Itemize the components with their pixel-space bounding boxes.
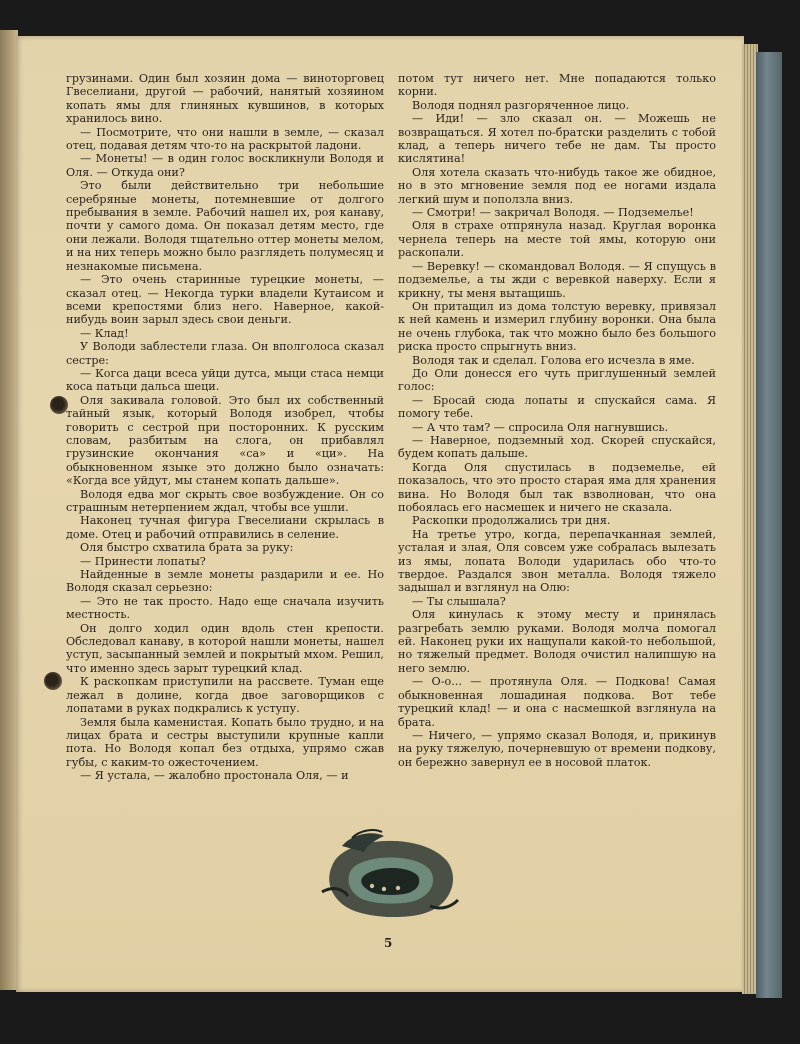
paragraph: На третье утро, когда, перепачканная землей, усталая и злая, Оля совсем уже собралась вылезать из ямы, лопата Володи ударилась обо что-то твердое. Раздался звон металла. Володя тяжело задышал и взглянул на Олю: xyxy=(398,527,716,595)
paragraph: — Посмотрите, что они нашли в земле, — сказал отец, подавая детям что-то на раскрытой ладони. xyxy=(66,125,384,153)
paragraph: — Когса даци всеса уйци дутса, мыци стаса немци коса патьци дальса шеци. xyxy=(66,366,384,394)
paragraph: потом тут ничего нет. Мне попадаются только корни. xyxy=(398,72,716,99)
paragraph: Оля закивала головой. Это был их собственный тайный язык, который Володя изобрел, чтобы говорить с сестрой при посторонних. К русским словам, разбитым на слога, он прибавлял грузинские окончания «са» и «ци». На обыкновенном языке это должно было означать: «Когда все уйдут, мы станем копать дальше». xyxy=(66,393,384,488)
paragraph: Он притащил из дома толстую веревку, привязал к ней камень и измерил глубину воронки. Она была не очень глубока, так что можно было без большого риска просто спрыгнуть вниз. xyxy=(398,299,716,354)
paragraph: — Наверное, подземный ход. Скорей спускайся, будем копать дальше. xyxy=(398,433,716,461)
paragraph: — Ты слышала? xyxy=(412,594,506,608)
paragraph: — Это очень старинные турецкие монеты, — сказал отец. — Некогда турки владели Кутаисом и всеми крепостями близ него. Наверное, какой-нибудь воин зарыл здесь свои деньги. xyxy=(66,273,384,327)
paragraph: Земля была каменистая. Копать было трудно, и на лицах брата и сестры выступили крупные капли пота. Но Володя копал без отдыха, упрямо сжав губы, с каким-то ожесточением. xyxy=(66,715,384,769)
paragraph: — Смотри! — закричал Володя. — Подземелье! xyxy=(412,206,694,220)
paragraph: К раскопкам приступили на рассвете. Туман еще лежал в долине, когда двое заговорщиков с лопатами в руках подкрались к уступу. xyxy=(66,675,384,716)
binding-hole xyxy=(44,672,62,690)
paragraph: Володя едва мог скрыть свое возбуждение. Он со страшным нетерпением ждал, чтобы все ушли. xyxy=(66,487,384,514)
paragraph: — Монеты! — в один голос воскликнули Володя и Оля. — Откуда они? xyxy=(66,152,384,179)
paragraph: — Веревку! — скомандовал Володя. — Я спущусь в подземелье, а ты жди с веревкой наверху. Если я крикну, ты меня вытащишь. xyxy=(398,259,716,300)
paragraph: Раскопки продолжались три дня. xyxy=(412,514,611,528)
paragraph: — А что там? — спросила Оля нагнувшись. xyxy=(412,420,669,434)
paragraph: — Бросай сюда лопаты и спускайся сама. Я помогу тебе. xyxy=(398,393,716,421)
cover-board xyxy=(756,52,782,998)
paragraph: Володя так и сделал. Голова его исчезла в яме. xyxy=(412,353,695,367)
paragraph: Оля в страхе отпрянула назад. Круглая воронка чернела теперь на месте той ямы, которую они раскопали. xyxy=(398,219,716,260)
paragraph: грузинами. Один был хозяин дома — виноторговец Гвеселиани, другой — рабочий, нанятый хозяином копать ямы для глиняных кувшинов, в которых хранилось вино. xyxy=(66,72,384,126)
paragraph: У Володи заблестели глаза. Он вполголоса сказал сестре: xyxy=(66,340,384,367)
paragraph: — О-о... — протянула Оля. — Подкова! Самая обыкновенная лошадиная подкова. Вот тебе турецкий клад! — и она с насмешкой взглянула на брата. xyxy=(398,675,716,729)
paragraph: — Ничего, — упрямо сказал Володя, и, прикинув на руку тяжелую, почерневшую от времени подкову, он бережно завернул ее в носовой платок. xyxy=(398,728,716,769)
horseshoe-illustration xyxy=(312,826,462,922)
paragraph: Оля быстро схватила брата за руку: xyxy=(80,541,294,555)
paragraph: — Принести лопаты? xyxy=(80,554,206,568)
paragraph: Найденные в земле монеты раздарили и ее. Но Володя сказал серьезно: xyxy=(66,568,384,595)
right-text-column xyxy=(398,72,716,769)
left-text-column xyxy=(66,72,384,783)
paragraph: Когда Оля спустилась в подземелье, ей показалось, что это просто старая яма для хранения вина. Но Володя был так взволнован, что она побоялась его насмешек и ничего не сказала. xyxy=(398,460,716,514)
paragraph: — Иди! — зло сказал он. — Можешь не возвращаться. Я хотел по-братски разделить с тобой клад, а теперь ничего тебе не дам. Ты просто кислятина! xyxy=(398,112,716,166)
paragraph: Это были действительно три небольшие серебряные монеты, потемневшие от долгого пребывания в земле. Рабочий нашел их, роя канаву, почти у самого дома. Он показал детям место, где они лежали. Володя тщательно оттер монеты мелом, и на них теперь можно было разглядеть полумесяц и незнакомые письмена. xyxy=(66,179,384,273)
paragraph: До Оли донесся его чуть приглушенный землей голос: xyxy=(398,366,716,394)
paragraph: Наконец тучная фигура Гвеселиани скрылась в доме. Отец и рабочий отправились в селение. xyxy=(66,514,384,541)
page-number: 5 xyxy=(384,936,393,950)
paragraph: Володя поднял разгоряченное лицо. xyxy=(412,98,630,112)
paragraph: Оля хотела сказать что-нибудь такое же обидное, но в это мгновение земля под ее ногами издала легкий шум и поползла вниз. xyxy=(398,165,716,206)
paragraph: — Это не так просто. Надо еще сначала изучить местность. xyxy=(66,594,384,622)
paragraph: Он долго ходил один вдоль стен крепости. Обследовал канаву, в которой нашли монеты, нашел уступ, засыпанный землей и покрытый мхом. Решил, что именно здесь зарыт турецкий клад. xyxy=(66,621,384,675)
paragraph: — Клад! xyxy=(80,326,129,340)
paragraph: Оля кинулась к этому месту и принялась разгребать землю руками. Володя молча помогал ей. Наконец руки их нащупали какой-то небольшой, но тяжелый предмет. Володя очистил налипшую на него землю. xyxy=(398,608,716,675)
paragraph: — Я устала, — жалобно простонала Оля, — и xyxy=(80,769,349,783)
